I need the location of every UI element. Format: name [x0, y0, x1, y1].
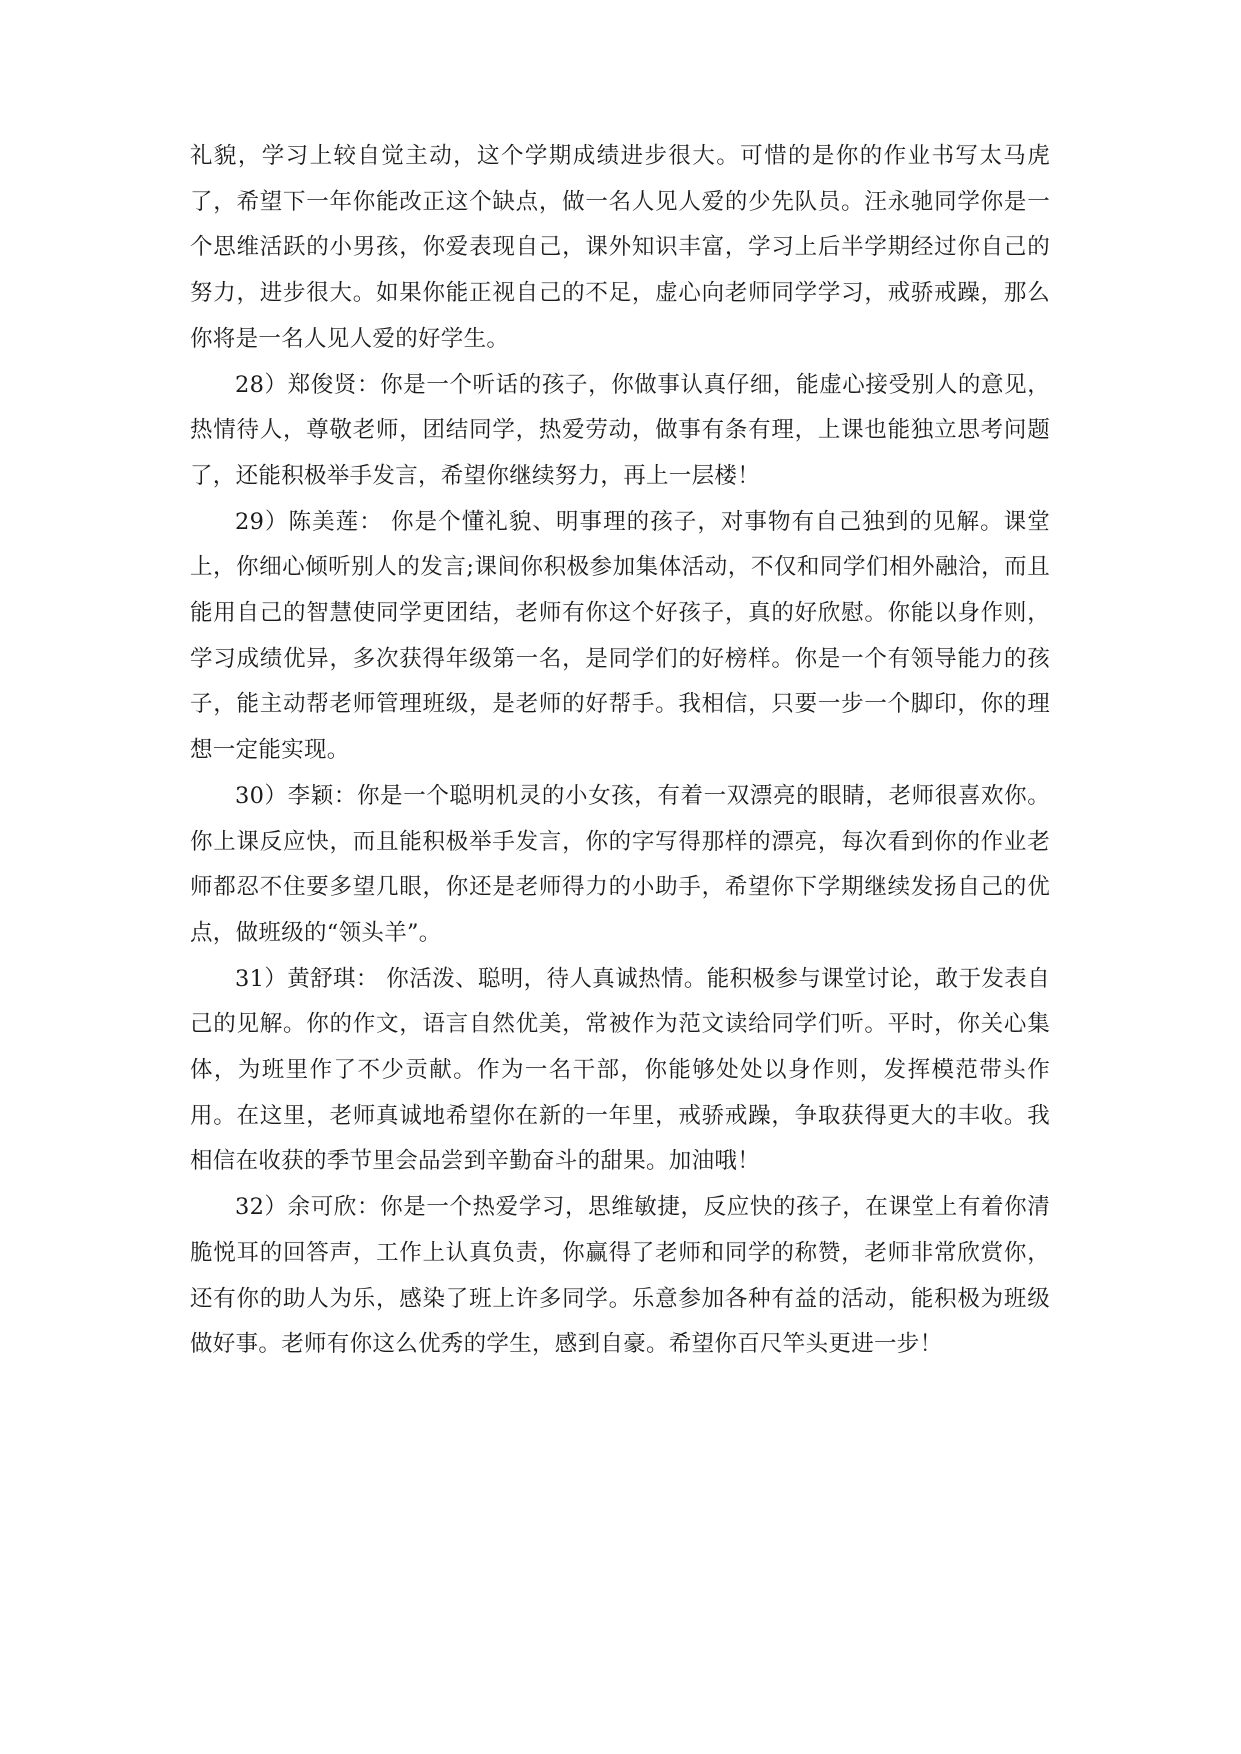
paragraph-31: 31）黄舒琪： 你活泼、聪明，待人真诚热情。能积极参与课堂讨论，敢于发表自己的见解。你的作文，语言自然优美，常被作为范文读给同学们听。平时，你关心集体，为班里作了不少贡献。作为一名干部，你能够处处以身作则，发挥模范带头作用。在这里，老师真诚地希望你在新的一年里，戒骄戒躁，争取获得更大的丰收。我相信在收获的季节里会品尝到辛勤奋斗的甜果。加油哦！: [190, 965, 1050, 1175]
paragraph-28: 28）郑俊贤：你是一个听话的孩子，你做事认真仔细，能虚心接受别人的意见，热情待人，尊敬老师，团结同学，热爱劳动，做事有条有理，上课也能独立思考问题了，还能积极举手发言，希望你继续努力，再上一层楼！: [190, 371, 1050, 489]
paragraph-32: 32）余可欣：你是一个热爱学习，思维敏捷，反应快的孩子，在课堂上有着你清脆悦耳的回答声，工作上认真负责，你赢得了老师和同学的称赞，老师非常欣赏你，还有你的助人为乐，感染了班上许多同学。乐意参加各种有益的活动，能积极为班级做好事。老师有你这么优秀的学生，感到自豪。希望你百尺竿头更进一步！: [190, 1194, 1050, 1358]
paragraph-29: 29）陈美莲： 你是个懂礼貌、明事理的孩子，对事物有自己独到的见解。课堂上，你细心倾听别人的发言;课间你积极参加集体活动，不仅和同学们相外融洽，而且能用自己的智慧使同学更团结，老师有你这个好孩子，真的好欣慰。你能以身作则，学习成绩优异，多次获得年级第一名，是同学们的好榜样。你是一个有领导能力的孩子，能主动帮老师管理班级，是老师的好帮手。我相信，只要一步一个脚印，你的理想一定能实现。: [190, 508, 1050, 764]
document-body: [190, 134, 1050, 1368]
paragraph-30: 30）李颖：你是一个聪明机灵的小女孩，有着一双漂亮的眼睛，老师很喜欢你。你上课反应快，而且能积极举手发言，你的字写得那样的漂亮，每次看到你的作业老师都忍不住要多望几眼，你还是老师得力的小助手，希望你下学期继续发扬自己的优点，做班级的“领头羊”。: [190, 782, 1050, 946]
paragraph-continued: 礼貌，学习上较自觉主动，这个学期成绩进步很大。可惜的是你的作业书写太马虎了，希望下一年你能改正这个缺点，做一名人见人爱的少先队员。汪永驰同学你是一个思维活跃的小男孩，你爱表现自己，课外知识丰富，学习上后半学期经过你自己的努力，进步很大。如果你能正视自己的不足，虚心向老师同学学习，戒骄戒躁，那么你将是一名人见人爱的好学生。: [190, 143, 1050, 352]
